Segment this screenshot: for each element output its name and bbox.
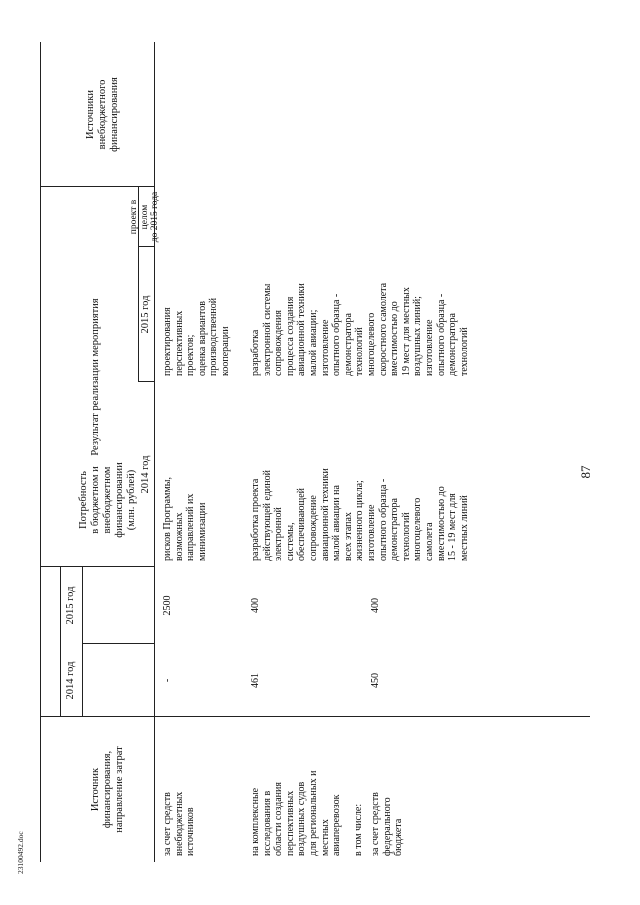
row4-need-2014: 450 <box>370 673 381 688</box>
row2-result-2015: разработка электронной системы сопровождения процесса создания авиационной техники малой авиации; изготовление опытного образца - демонстратора технологий многоцелевого скоростного самолета вместимостью до 19 мест для местных воздушных линий; изготовление опытного образца - демонстратора технологий <box>250 282 470 376</box>
row4-need-2015: 400 <box>370 598 381 613</box>
footer-file-code: 23100492.doc <box>16 831 25 874</box>
row1-need-2015: 2500 <box>162 595 173 616</box>
row2-need-2015: 400 <box>250 598 261 613</box>
header-result-total: проект в целом до 2015 года <box>129 191 160 243</box>
col-line-need-mid <box>82 643 154 644</box>
row3-source: в том числе: <box>353 803 364 856</box>
header-result-2015: 2015 год <box>140 295 151 334</box>
table-top-border <box>40 42 41 862</box>
row4-source: за счет средств федерального бюджета <box>370 792 405 856</box>
header-source: Источник финансирования, направление затрат <box>90 746 125 833</box>
row1-result-2015: проектирования перспективных проектов; оценка вариантов производственной кооперации <box>162 297 231 376</box>
row1-need-2014: - <box>162 678 173 683</box>
header-split-line <box>60 567 61 717</box>
row1-result-2014: рисков Программы, возможных направлений их минимизации <box>162 477 208 561</box>
row2-result-2014: разработка проекта действующей единой электронной системы, обеспечивающей сопровождение авиационной техники малой авиации на всех этапах жизненного цикла; изготовление опытного образца - демонстратора технологий многоцелевого самолета вместимостью до 15 - 19 мест для местных линий <box>250 468 470 561</box>
header-result: Результат реализации мероприятия <box>90 298 101 456</box>
header-extra: Источники внебюджетного финансирования <box>85 77 120 152</box>
row1-source: за счет средств внебюджетных источников <box>162 791 197 856</box>
row2-source: на комплексные исследования в области создания перспективных воздушных судов для региональных и местных авиаперевозок <box>250 770 343 856</box>
header-bottom-border <box>154 42 155 862</box>
page-number: 87 <box>578 465 593 479</box>
header-result-2014: 2014 год <box>140 455 151 494</box>
header-divider-need <box>82 567 83 717</box>
row2-need-2014: 461 <box>250 673 261 688</box>
header-need-text: Потребность в бюджетном и внебюджетном финансировании (млн. рублей) <box>78 462 137 538</box>
header-need-2015: 2015 год <box>65 586 76 625</box>
header-need-rotated <box>66 425 138 575</box>
header-need-2014: 2014 год <box>65 661 76 700</box>
